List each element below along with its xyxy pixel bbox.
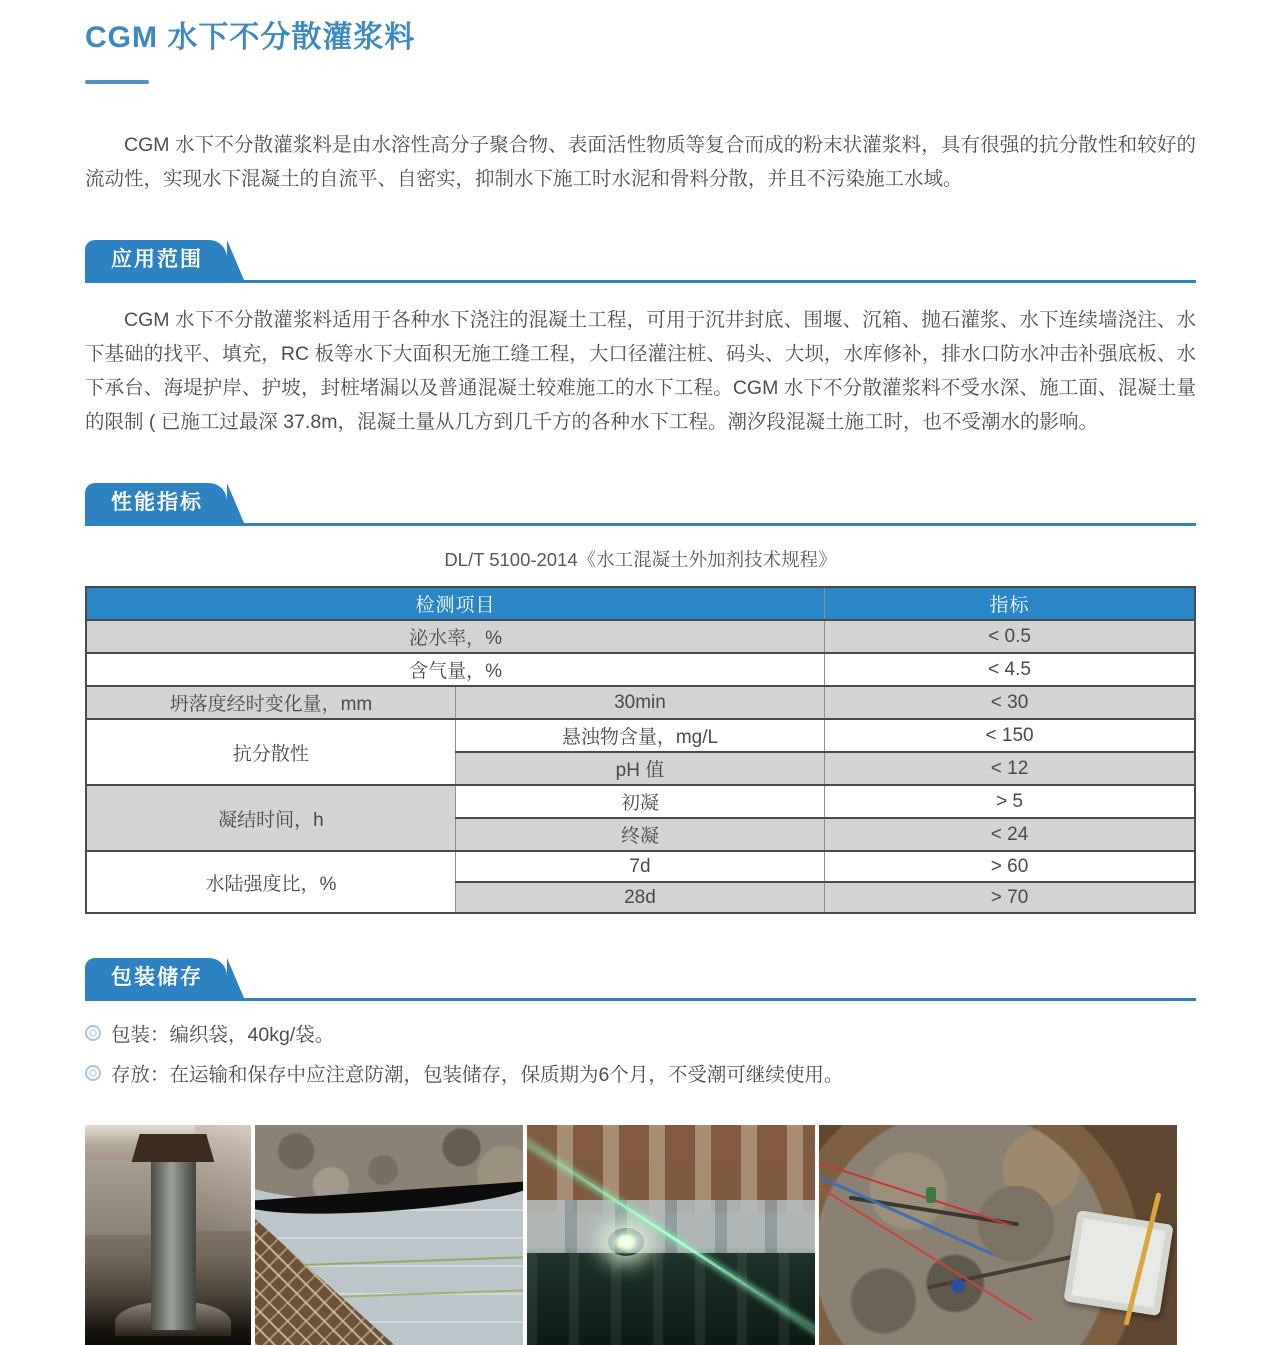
table-cell-item: 坍落度经时变化量，mm xyxy=(86,686,455,719)
bullet-text: 存放：在运输和保存中应注意防潮，包装储存，保质期为6个月，不受潮可继续使用。 xyxy=(111,1064,844,1086)
photo-detail xyxy=(131,1134,214,1163)
ring-bullet-icon xyxy=(85,1025,101,1041)
photo-detail xyxy=(1063,1210,1173,1316)
photo-detail xyxy=(926,1187,936,1203)
table-cell-subitem: 28d xyxy=(455,882,824,913)
table-header-item: 检测项目 xyxy=(86,587,825,620)
photo-detail xyxy=(527,1253,815,1345)
table-cell-value: > 60 xyxy=(825,851,1195,882)
table-cell-item: 含气量，% xyxy=(86,653,825,686)
table-cell-value: > 5 xyxy=(825,785,1195,818)
table-cell-value: < 0.5 xyxy=(825,620,1195,653)
section-header-performance xyxy=(85,483,1196,526)
performance-table xyxy=(85,586,1196,914)
application-badge: 应用范围 xyxy=(85,240,227,280)
photo-detail xyxy=(928,1255,1076,1290)
table-cell-item: 凝结时间，h xyxy=(86,785,455,851)
table-row xyxy=(86,686,1195,719)
table-row xyxy=(86,653,1195,686)
table-cell-subitem: 30min xyxy=(455,686,824,719)
photo-detail xyxy=(951,1279,965,1293)
page-title: CGM 水下不分散灌浆料 xyxy=(85,21,416,54)
list-item xyxy=(85,1059,1196,1087)
table-cell-value: > 70 xyxy=(825,882,1195,913)
photo-detail xyxy=(151,1158,196,1330)
table-cell-item: 水陆强度比，% xyxy=(86,851,455,913)
table-header-row xyxy=(86,587,1195,620)
photo-gallery xyxy=(85,1125,1196,1345)
table-cell-value: < 24 xyxy=(825,818,1195,851)
photo-detail xyxy=(820,1186,1034,1320)
ring-bullet-icon xyxy=(85,1065,101,1081)
table-row xyxy=(86,851,1195,882)
bullet-text: 包装：编织袋，40kg/袋。 xyxy=(111,1024,335,1046)
performance-badge: 性能指标 xyxy=(85,483,227,523)
section-header-packaging xyxy=(85,958,1196,1001)
circular-cofferdam-top-view-photo xyxy=(819,1125,1177,1345)
photo-detail xyxy=(527,1200,815,1253)
table-cell-value: < 12 xyxy=(825,752,1195,785)
table-cell-subitem: 7d xyxy=(455,851,824,882)
table-cell-value: < 150 xyxy=(825,719,1195,752)
pile-under-structure-photo xyxy=(85,1125,251,1345)
table-cell-subitem: 悬浊物含量，mg/L xyxy=(455,719,824,752)
packaging-bullets xyxy=(85,1019,1196,1087)
table-cell-item: 泌水率，% xyxy=(86,620,825,653)
title-underline xyxy=(85,80,149,84)
table-cell-subitem: 终凝 xyxy=(455,818,824,851)
section-header-application xyxy=(85,240,1196,283)
table-cell-subitem: 初凝 xyxy=(455,785,824,818)
standard-caption: DL/T 5100-2014《水工混凝土外加剂技术规程》 xyxy=(444,549,837,570)
table-header-index: 指标 xyxy=(825,587,1195,620)
jacketed-pile-closeup-photo xyxy=(255,1125,523,1345)
table-cell-item: 抗分散性 xyxy=(86,719,455,785)
intro-paragraph: CGM 水下不分散灌浆料是由水溶性高分子聚合物、表面活性物质等复合而成的粉末状灌浆料，具有很强的抗分散性和较好的流动性，实现水下混凝土的自流平、自密实，抑制水下施工时水泥和骨料分散，并且不污染施工水域。 xyxy=(85,134,1196,190)
photo-detail xyxy=(608,1228,644,1256)
packaging-badge: 包装储存 xyxy=(85,958,227,998)
table-row xyxy=(86,719,1195,752)
photo-detail xyxy=(85,1160,155,1235)
table-cell-value: < 4.5 xyxy=(825,653,1195,686)
table-row xyxy=(86,620,1195,653)
table-row xyxy=(86,785,1195,818)
table-cell-subitem: pH 值 xyxy=(455,752,824,785)
list-item xyxy=(85,1019,1196,1047)
application-paragraph: CGM 水下不分散灌浆料适用于各种水下浇注的混凝土工程，可用于沉井封底、围堰、沉箱、抛石灌浆、水下连续墙浇注、水下基础的找平、填充，RC 板等水下大面积无施工缝工程，大口径灌注桩、码头、大坝，水库修补，排水口防水冲击补强底板、水下承台、海堤护岸、护坡，封桩堵漏以及普通混凝土较难施工的水下工程。CGM 水下不分散灌浆料不受水深、施工面、混凝土量的限制 ( 已施工过最深 37.8m，混凝土量从几方到几千方的各种水下工程。潮汐段混凝土施工时，也不受潮水的影响。 xyxy=(85,309,1196,433)
table-cell-value: < 30 xyxy=(825,686,1195,719)
photo-detail xyxy=(819,1158,1011,1226)
bridge-piers-night-laser-photo xyxy=(527,1125,815,1345)
